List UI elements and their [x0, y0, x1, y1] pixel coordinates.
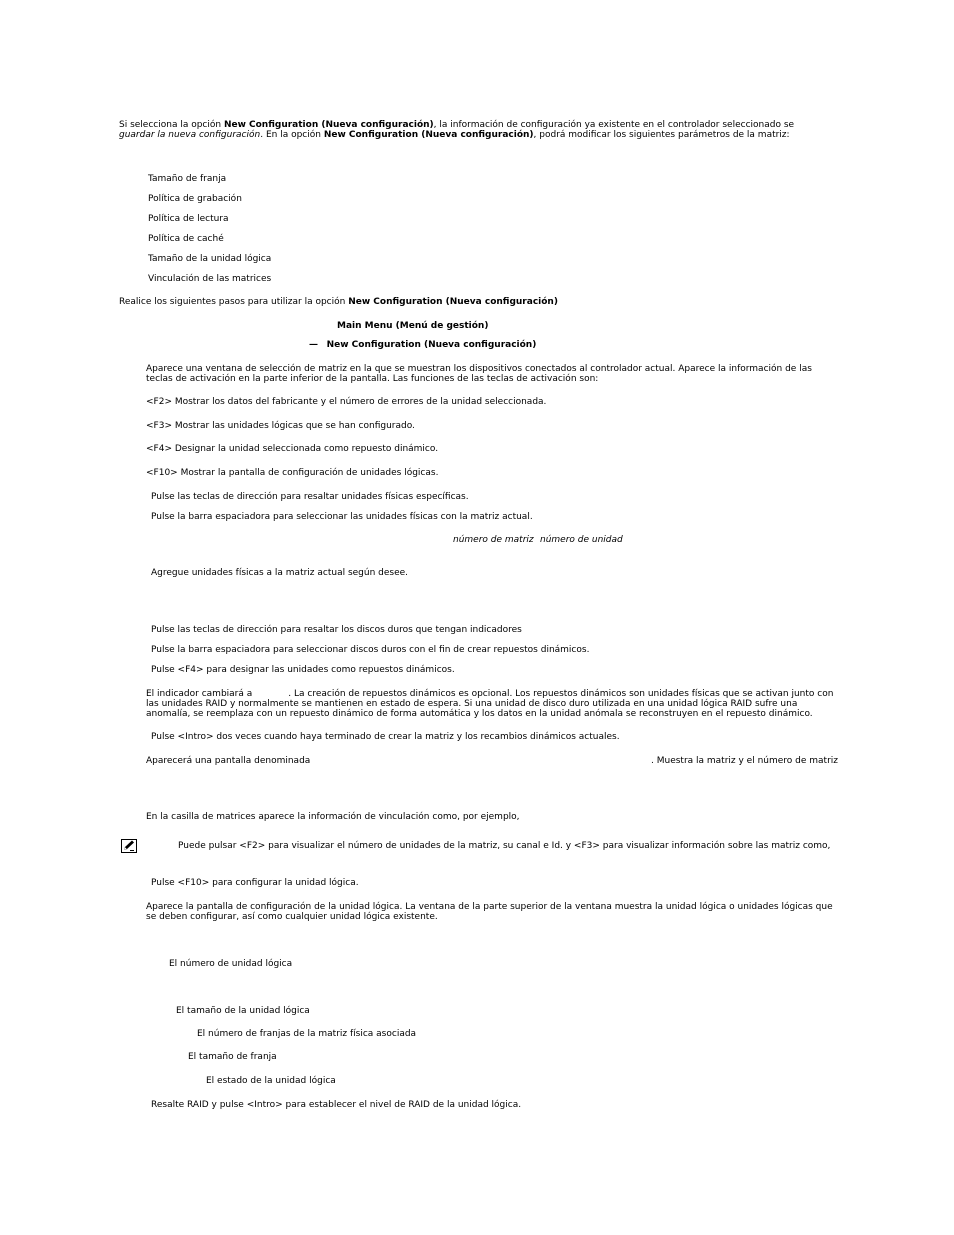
intro-line-2: guardar la nueva configuración. En la opción New Configuration (Nueva configuración), podrá modificar los siguientes parámetros de la matriz:	[119, 130, 790, 140]
step-add: Agregue unidades físicas a la matriz actual según desee.	[151, 568, 409, 578]
param-item: Política de grabación	[148, 194, 242, 204]
hotspare-step: Pulse <F4> para designar las unidades como repuestos dinámicos.	[151, 665, 455, 675]
ld-field: El tamaño de franja	[188, 1052, 277, 1062]
note-pencil-icon	[121, 839, 137, 853]
window-para-1: Aparece una ventana de selección de matriz en la que se muestran los dispositivos conectados al controlador actual. Aparece la información de las	[146, 364, 812, 374]
menu-sub: — New Configuration (Nueva configuración)	[309, 340, 537, 350]
steps-intro: Realice los siguientes pasos para utilizar la opción New Configuration (Nueva configuración)	[119, 297, 558, 307]
step-space: Pulse la barra espaciadora para seleccionar las unidades físicas con la matriz actual.	[151, 512, 533, 522]
label-unit-number: número de unidad	[540, 535, 623, 545]
step-raid: Resalte RAID y pulse <Intro> para establecer el nivel de RAID de la unidad lógica.	[151, 1100, 522, 1110]
menu-main: Main Menu (Menú de gestión)	[337, 321, 489, 331]
config-para-2: se deben configurar, así como cualquier unidad lógica existente.	[146, 912, 438, 922]
label-array-number: número de matriz	[453, 535, 534, 545]
indicator-para-1: El indicador cambiará a . La creación de repuestos dinámicos es opcional. Los repuestos dinámicos son unidades físicas que se activan junto con	[146, 689, 834, 699]
hotspare-step: Pulse la barra espaciadora para seleccionar discos duros con el fin de crear repuestos dinámicos.	[151, 645, 590, 655]
hotkey-f4: <F4> Designar la unidad seleccionada como repuesto dinámico.	[146, 444, 439, 454]
hotkey-f3: <F3> Mostrar las unidades lógicas que se han configurado.	[146, 421, 415, 431]
note-text: Puede pulsar <F2> para visualizar el número de unidades de la matriz, su canal e Id. y <F3> para visualizar información sobre las matriz como,	[178, 841, 831, 851]
ld-field: El tamaño de la unidad lógica	[176, 1006, 310, 1016]
hotkey-f2: <F2> Mostrar los datos del fabricante y el número de errores de la unidad seleccionada.	[146, 397, 547, 407]
step-f10: Pulse <F10> para configurar la unidad lógica.	[151, 878, 359, 888]
hotkey-f10: <F10> Mostrar la pantalla de configuración de unidades lógicas.	[146, 468, 439, 478]
hotspare-step: Pulse las teclas de dirección para resaltar los discos duros que tengan indicadores	[151, 625, 522, 635]
screen-para-b: . Muestra la matriz y el número de matriz	[651, 756, 839, 766]
span-para: En la casilla de matrices aparece la información de vinculación como, por ejemplo,	[146, 812, 520, 822]
step-enter: Pulse <Intro> dos veces cuando haya terminado de crear la matriz y los recambios dinámicos actuales.	[151, 732, 620, 742]
ld-field: El estado de la unidad lógica	[206, 1076, 336, 1086]
indicator-para-3: anomalía, se reemplaza con un repuesto dinámico de forma automática y los datos en la unidad anómala se reconstruyen en el repuesto dinámico.	[146, 709, 813, 719]
ld-field: El número de franjas de la matriz física asociada	[197, 1029, 417, 1039]
config-para-1: Aparece la pantalla de configuración de la unidad lógica. La ventana de la parte superior de la ventana muestra la unidad lógica o unidades lógicas que	[146, 902, 833, 912]
param-item: Vinculación de las matrices	[148, 274, 272, 284]
param-item: Tamaño de franja	[148, 174, 227, 184]
window-para-2: teclas de activación en la parte inferior de la pantalla. Las funciones de las teclas de activación son:	[146, 374, 599, 384]
step-arrows: Pulse las teclas de dirección para resaltar unidades físicas específicas.	[151, 492, 469, 502]
indicator-para-2: las unidades RAID y normalmente se mantienen en estado de espera. Si una unidad de disco duro utilizada en una unidad lógica RAID sufre una	[146, 699, 798, 709]
param-item: Política de lectura	[148, 214, 229, 224]
ld-field: El número de unidad lógica	[169, 959, 293, 969]
param-item: Tamaño de la unidad lógica	[148, 254, 272, 264]
intro-line-1: Si selecciona la opción New Configuration (Nueva configuración), la información de configuración ya existente en el controlador seleccionado se	[119, 120, 795, 130]
param-item: Política de caché	[148, 234, 224, 244]
screen-para-a: Aparecerá una pantalla denominada	[146, 756, 311, 766]
